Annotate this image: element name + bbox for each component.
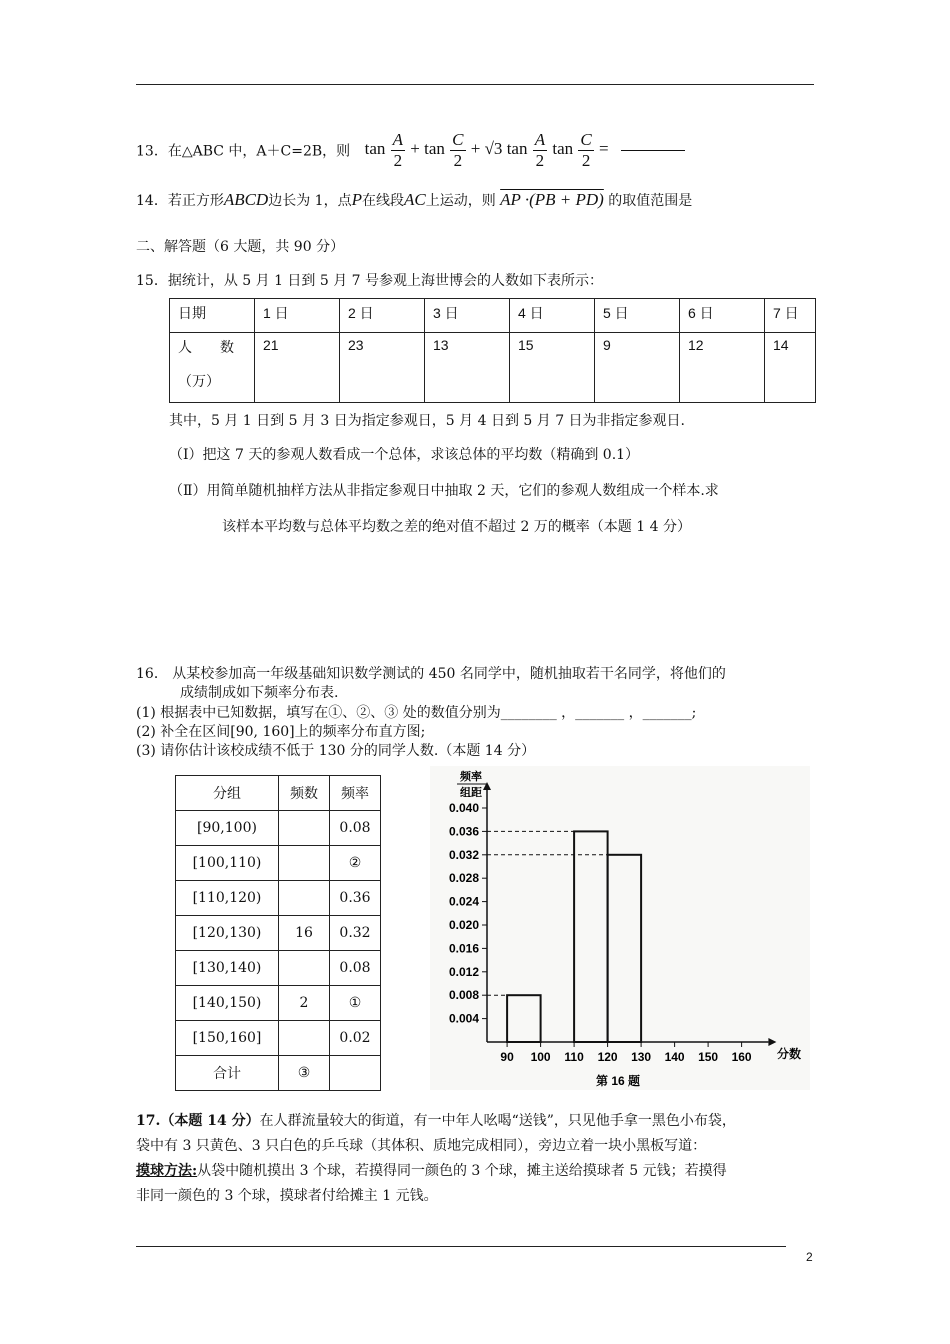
chart-title: 第 16 题 [596, 1074, 641, 1088]
x-tick-label: 120 [597, 1050, 618, 1064]
q17-line-4: 非同一颜色的 3 个球，摸球者付给摊主 1 元钱。 [136, 1188, 438, 1204]
x-tick-label: 150 [698, 1050, 719, 1064]
q17-line-2: 袋中有 3 只黄色、3 只白色的乒乓球（其体积、质地完成相同），旁边立着一块小黑板写道： [136, 1138, 707, 1154]
ylabel-top: 频率 [460, 771, 482, 783]
table-row: [120,130) 16 0.32 [176, 916, 381, 951]
y-tick-label: 0.012 [448, 964, 479, 979]
q17-line-1: 17.（本题 14 分）在人群流量较大的街道，有一中年人吆喝“送钱”，只见他手拿一黑色小布袋， [136, 1113, 736, 1129]
table-row: [150,160] 0.02 [176, 1021, 381, 1056]
question-14: 14．若正方形ABCD边长为 1，点P在线段AC上运动，则 AP ·(PB + PD) 的取值范围是 [136, 190, 693, 209]
table-row: [110,120) 0.36 [176, 881, 381, 916]
table-row: [130,140) 0.08 [176, 951, 381, 986]
header-rule [136, 84, 814, 85]
q13-prefix: 13．在△ABC 中，A＋C=2B，则 [136, 143, 351, 160]
q13-formula: tan $\frac{A}{2}$ + tan $\frac{C}{2}$ + √3 tan $\frac{A}{2}$ tan $\frac{C}{2}$ = [364, 130, 609, 170]
x-tick-label: 90 [500, 1050, 514, 1064]
y-tick-label: 0.036 [448, 824, 479, 839]
table-row: 合计 ③ [176, 1056, 381, 1091]
x-tick-label: 160 [731, 1050, 752, 1064]
page-number: 2 [806, 1250, 813, 1264]
y-tick-label: 0.032 [448, 847, 479, 862]
q16-histogram [430, 766, 810, 1090]
table-row: [90,100) 0.08 [176, 811, 381, 846]
y-tick-label: 0.040 [448, 801, 479, 815]
xlabel: 分数 [777, 1047, 802, 1061]
q15-intro: 15．据统计，从 5 月 1 日到 5 月 7 号参观上海世博会的人数如下表所示： [136, 273, 604, 289]
x-tick-label: 110 [564, 1050, 584, 1064]
footer-rule [136, 1246, 786, 1247]
q13-answer-blank [621, 150, 685, 151]
q15-note: 其中，5 月 1 日到 5 月 3 日为指定参观日，5 月 4 日到 5 月 7 日为非指定参观日. [169, 413, 686, 429]
y-tick-label: 0.028 [448, 871, 479, 886]
x-tick-label: 100 [530, 1050, 551, 1064]
q16-frequency-table: 分组 频数 频率 [90,100) 0.08 [100,110) ② [110,120) 0.36 [120,130) 16 0.32 [130,140) 0.08 [140,150) 2 ① [150,160] 0.02 合计 ③ [175, 775, 381, 1091]
q14-vector-expression: AP ·(PB + PD) [500, 190, 604, 209]
q16-item-3: (3) 请你估计该校成绩不低于 130 分的同学人数.（本题 14 分） [136, 743, 536, 759]
q15-part-1: （Ⅰ）把这 7 天的参观人数看成一个总体，求该总体的平均数（精确到 0.1） [169, 447, 640, 463]
q16-line-2: 成绩制成如下频率分布表. [180, 685, 339, 701]
ylabel-bottom: 组距 [460, 787, 482, 799]
section-2-heading: 二、解答题（6 大题，共 90 分） [136, 239, 345, 255]
q16-line-1: 16． 从某校参加高一年级基础知识数学测试的 450 名同学中，随机抽取若干名同学，将他们的 [136, 666, 726, 682]
question-13 [136, 130, 685, 171]
q17-line-3: 摸球方法:从袋中随机摸出 3 个球，若摸得同一颜色的 3 个球，摊主送给摸球者 5 元钱；若摸得 [136, 1163, 727, 1179]
q16-item-1: (1) 根据表中已知数据，填写在①、②、③ 处的数值分别为________ ，_______ ，_______; [136, 705, 697, 721]
q15-visitor-table: 日期 1 日 2 日 3 日 4 日 5 日 6 日 7 日 人 数 （万） 21 23 13 15 9 12 14 [169, 298, 816, 403]
y-tick-label: 0.020 [448, 918, 479, 932]
y-tick-label: 0.024 [448, 894, 479, 909]
y-tick-label: 0.004 [448, 1011, 479, 1026]
y-tick-label: 0.008 [448, 988, 479, 1003]
x-tick-label: 130 [631, 1050, 652, 1064]
q16-item-2: (2) 补全在区间[90, 160]上的频率分布直方图; [136, 724, 426, 740]
q15-part-2a: （Ⅱ）用简单随机抽样方法从非指定参观日中抽取 2 天，它们的参观人数组成一个样本.求 [169, 483, 719, 499]
q15-part-2b: 该样本平均数与总体平均数之差的绝对值不超过 2 万的概率（本题 1 4 分） [222, 519, 691, 535]
x-tick-label: 140 [664, 1050, 685, 1064]
y-tick-label: 0.016 [448, 941, 479, 956]
table-row: [100,110) ② [176, 846, 381, 881]
table-row: [140,150) 2 ① [176, 986, 381, 1021]
